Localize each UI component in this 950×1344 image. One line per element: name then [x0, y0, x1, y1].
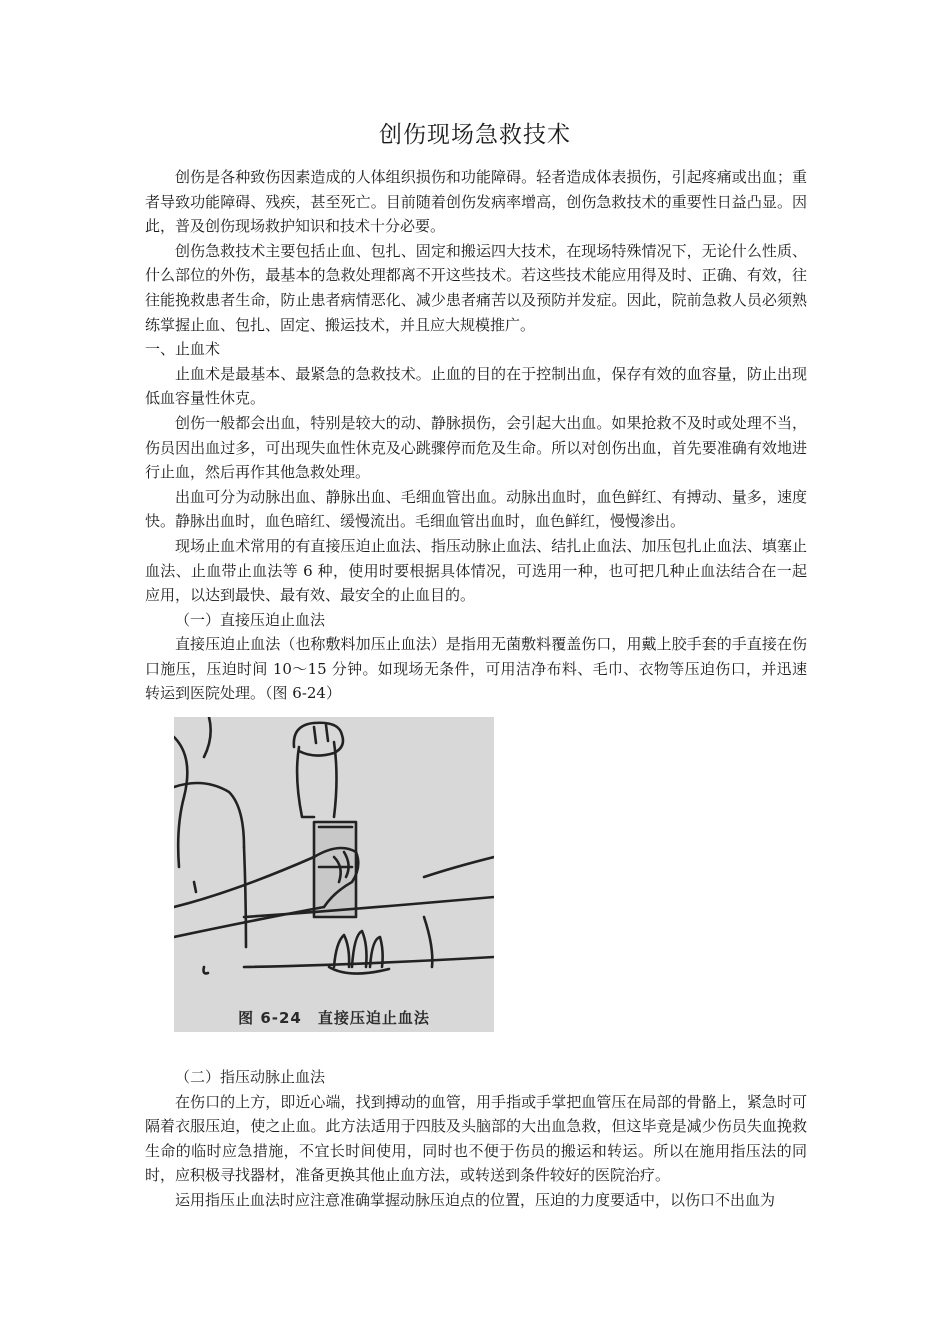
artery-pressure-paragraph-1: 在伤口的上方，即近心端，找到搏动的血管，用手指或手掌把血管压在局部的骨骼上，紧急时可隔着衣服压迫，使之止血。此方法适用于四肢及头脑部的大出血急救，但这毕竟是减少伤员失血挽救生命的临时应急措施，不宜长时间使用，同时也不便于伤员的搬运和转运。所以在施用指压法的同时，应积极寻找器材，准备更换其他止血方法，或转送到条件较好的医院治疗。: [145, 1092, 807, 1185]
text-block-top: [145, 165, 807, 706]
direct-pressure-paragraph: 直接压迫止血法（也称敷料加压止血法）是指用无菌敷料覆盖伤口，用戴上胶手套的手直接在伤口施压，压迫时间 10～15 分钟。如现场无条件，可用洁净布料、毛巾、衣物等压迫伤口，并迅速转运到医院处理。（图 6-24）: [145, 635, 807, 703]
hemostasis-paragraph-2: 创伤一般都会出血，特别是较大的动、静脉损伤，会引起大出血。如果抢救不及时或处理不当，伤员因出血过多，可出现失血性休克及心跳骤停而危及生命。所以对创伤出血，首先要准确有效地进行止血，然后再作其他急救处理。: [145, 413, 807, 482]
figure-direct-pressure: [174, 717, 494, 1032]
text-block-bottom: [145, 1065, 807, 1213]
hemostasis-paragraph-4: 现场止血术常用的有直接压迫止血法、指压动脉止血法、结扎止血法、加压包扎止血法、填塞止血法、止血带止血法等 6 种，使用时要根据具体情况，可选用一种，也可把几种止血法结合在一起应用，以达到最快、最有效、最安全的止血目的。: [145, 536, 807, 605]
direct-pressure-illustration: [174, 717, 494, 1032]
intro-paragraph-1: 创伤是各种致伤因素造成的人体组织损伤和功能障碍。轻者造成体表损伤，引起疼痛或出血；重者导致功能障碍、残疾，甚至死亡。目前随着创伤发病率增高，创伤急救技术的重要性日益凸显。因此，普及创伤现场救护知识和技术十分必要。: [145, 168, 807, 236]
hemostasis-paragraph-1: 止血术是最基本、最紧急的急救技术。止血的目的在于控制出血，保存有效的血容量，防止出现低血容量性休克。: [145, 364, 807, 408]
subheading-direct-pressure: （一）直接压迫止血法: [175, 610, 326, 629]
figure-caption: 图 6-24 直接压迫止血法: [238, 1009, 430, 1027]
hemostasis-paragraph-3: 出血可分为动脉出血、静脉出血、毛细血管出血。动脉出血时，血色鲜红、有搏动、量多，速度快。静脉出血时，血色暗红、缓慢流出。毛细血管出血时，血色鲜红，慢慢渗出。: [145, 487, 807, 531]
subheading-artery-pressure: （二）指压动脉止血法: [175, 1068, 326, 1086]
section-heading-hemostasis: 一、止血术: [145, 340, 221, 359]
artery-pressure-paragraph-2: 运用指压止血法时应注意准确掌握动脉压迫点的位置，压迫的力度要适中，以伤口不出血为: [175, 1190, 776, 1209]
intro-paragraph-2: 创伤急救技术主要包括止血、包扎、固定和搬运四大技术，在现场特殊情况下，无论什么性质、什么部位的外伤，最基本的急救处理都离不开这些技术。若这些技术能应用得及时、正确、有效，往往能挽救患者生命，防止患者病情恶化、减少患者痛苦以及预防并发症。因此，院前急救人员必须熟练掌握止血、包扎、固定、搬运技术，并且应大规模推广。: [145, 241, 807, 334]
document-title: 创伤现场急救技术: [379, 122, 571, 148]
